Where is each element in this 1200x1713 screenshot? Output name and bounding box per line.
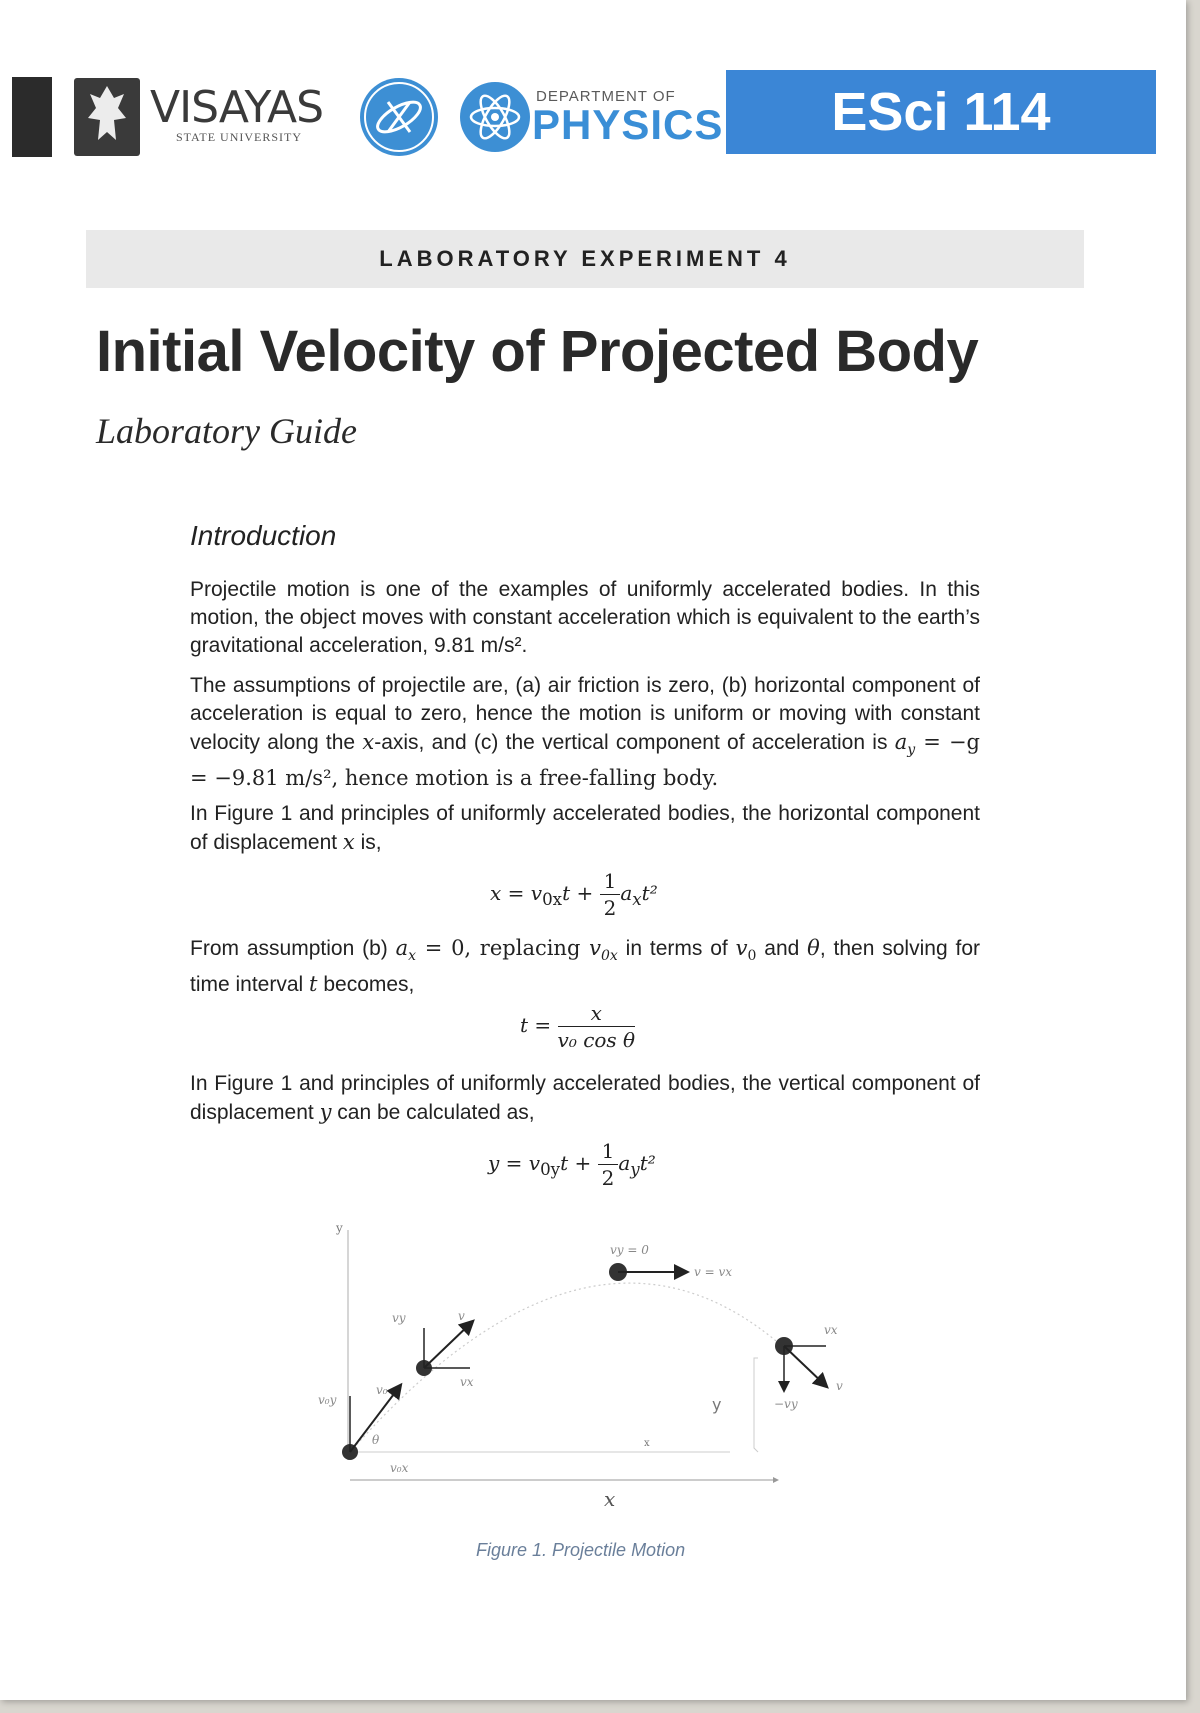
math-sub: 0x <box>600 948 618 965</box>
fraction-denominator: 2 <box>601 1166 615 1190</box>
university-bar-graphic <box>12 77 52 157</box>
text-run: , then solving for time interval <box>190 937 980 997</box>
eq-part: y = v <box>488 1151 541 1175</box>
math-sub: 0 <box>747 948 757 965</box>
eq-part: a <box>620 881 633 905</box>
department-name: PHYSICS <box>532 101 724 148</box>
label-v-eq-vx: v = vx <box>694 1265 733 1279</box>
y-axis-label: y <box>336 1221 343 1235</box>
label-vo: v₀ <box>376 1383 388 1397</box>
eq-part: x = v <box>490 881 543 905</box>
paragraph-3 <box>190 800 980 857</box>
math-var: v <box>735 936 748 960</box>
math-var: v <box>589 936 601 960</box>
text-run: In Figure 1 and principles of uniformly accelerated bodies, the horizontal component of displacement <box>190 802 980 854</box>
text-run: -axis, and (c) the vertical component of acceleration is <box>374 731 895 754</box>
university-wordmark <box>150 82 323 145</box>
course-code-badge: ESci 114 <box>726 70 1156 154</box>
math-var: y <box>319 1100 332 1124</box>
fraction-denominator: 2 <box>603 896 617 920</box>
fraction-numerator: 1 <box>600 868 621 895</box>
fraction <box>598 1138 619 1191</box>
eq-part: t + <box>562 881 594 905</box>
x-axis-label: x <box>644 1438 650 1449</box>
projectile-motion-figure <box>300 1210 860 1515</box>
eq-sub: 0x <box>542 890 563 909</box>
equation-time-interval <box>520 1000 635 1053</box>
eq-part: t² <box>639 1151 656 1175</box>
text-run: is, <box>354 831 382 854</box>
math-sub: y <box>907 742 916 759</box>
math-var: x <box>362 730 375 754</box>
text-run: From assumption (b) <box>190 937 396 960</box>
math-var: x <box>342 830 355 854</box>
math-var: t <box>309 972 318 997</box>
text-run: = 0, replacing <box>416 936 590 960</box>
label-v-right: v <box>836 1379 843 1393</box>
trajectory-path <box>350 1283 782 1452</box>
paragraph-5 <box>190 934 980 999</box>
university-logo-icon <box>74 78 140 156</box>
projectile-diagram <box>300 1210 860 1510</box>
physics-seal-icon <box>360 78 438 156</box>
label-neg-vy: −vy <box>774 1397 798 1411</box>
text-run: becomes, <box>317 973 415 997</box>
atom-icon <box>460 82 530 152</box>
header <box>0 62 1186 172</box>
text-run: can be calculated as, <box>331 1101 535 1124</box>
label-vox: v₀x <box>390 1461 409 1475</box>
eq-sub: x <box>632 890 642 909</box>
fraction <box>600 868 621 921</box>
math-sub: x <box>408 948 417 965</box>
label-v: v <box>458 1309 465 1323</box>
equation-horizontal-displacement <box>490 868 658 921</box>
label-vy-zero: vy = 0 <box>610 1243 649 1257</box>
label-vx-right: vx <box>824 1323 838 1337</box>
eq-sub: 0y <box>540 1160 561 1179</box>
fraction-numerator: 1 <box>598 1138 619 1165</box>
eq-part: t = <box>520 1013 552 1037</box>
eq-part: t² <box>641 881 658 905</box>
department-wordmark <box>532 88 724 148</box>
university-name: VISAYAS <box>150 82 323 133</box>
equation-vertical-displacement <box>488 1138 656 1191</box>
text-run: and <box>756 937 808 960</box>
university-sub: STATE UNIVERSITY <box>176 130 303 144</box>
paragraph-6 <box>190 1070 980 1127</box>
math-var: a <box>395 936 409 960</box>
lab-experiment-label: LABORATORY EXPERIMENT 4 <box>86 230 1084 288</box>
label-x: x <box>604 1487 616 1510</box>
math-var: θ <box>807 936 820 960</box>
descending-v-vector <box>784 1346 826 1386</box>
fraction-denominator: v₀ cos θ <box>557 1028 636 1052</box>
text-run: in terms of <box>617 937 736 960</box>
eq-sub: y <box>630 1160 640 1179</box>
label-vx: vx <box>460 1375 474 1389</box>
figure-caption: Figure 1. Projectile Motion <box>476 1540 686 1560</box>
y-bracket <box>754 1358 758 1452</box>
fraction <box>558 1000 636 1053</box>
eq-part: a <box>618 1151 631 1175</box>
label-theta: θ <box>372 1433 380 1447</box>
section-heading: Introduction <box>190 520 337 551</box>
label-vy: vy <box>392 1311 406 1325</box>
math-var: a <box>894 730 908 754</box>
text-run: In Figure 1 and principles of uniformly accelerated bodies, the vertical component of displacement <box>190 1072 980 1124</box>
paragraph-1: Projectile motion is one of the examples of uniformly accelerated bodies. In this motion, the object moves with constant acceleration which is equivalent to the earth’s gravitational acceleration, 9.81 m/s². <box>190 578 980 657</box>
eq-part: t + <box>560 1151 592 1175</box>
document-title: Initial Velocity of Projected Body <box>96 319 979 384</box>
document-subtitle: Laboratory Guide <box>96 411 357 451</box>
paragraph-2 <box>190 672 980 793</box>
fraction-numerator: x <box>558 1000 636 1027</box>
department-prefix: DEPARTMENT OF <box>536 88 676 105</box>
text-run: = −g = −9.81 m/s², hence motion is a free-falling body. <box>190 730 980 791</box>
rising-v-vector <box>424 1322 472 1368</box>
label-voy: v₀y <box>318 1393 337 1407</box>
label-y: y <box>712 1395 722 1414</box>
text-run: The assumptions of projectile are, (a) air friction is zero, (b) horizontal component of acceleration is equal to zero, hence the motion is uniform or moving with constant velocity along the <box>190 674 980 754</box>
